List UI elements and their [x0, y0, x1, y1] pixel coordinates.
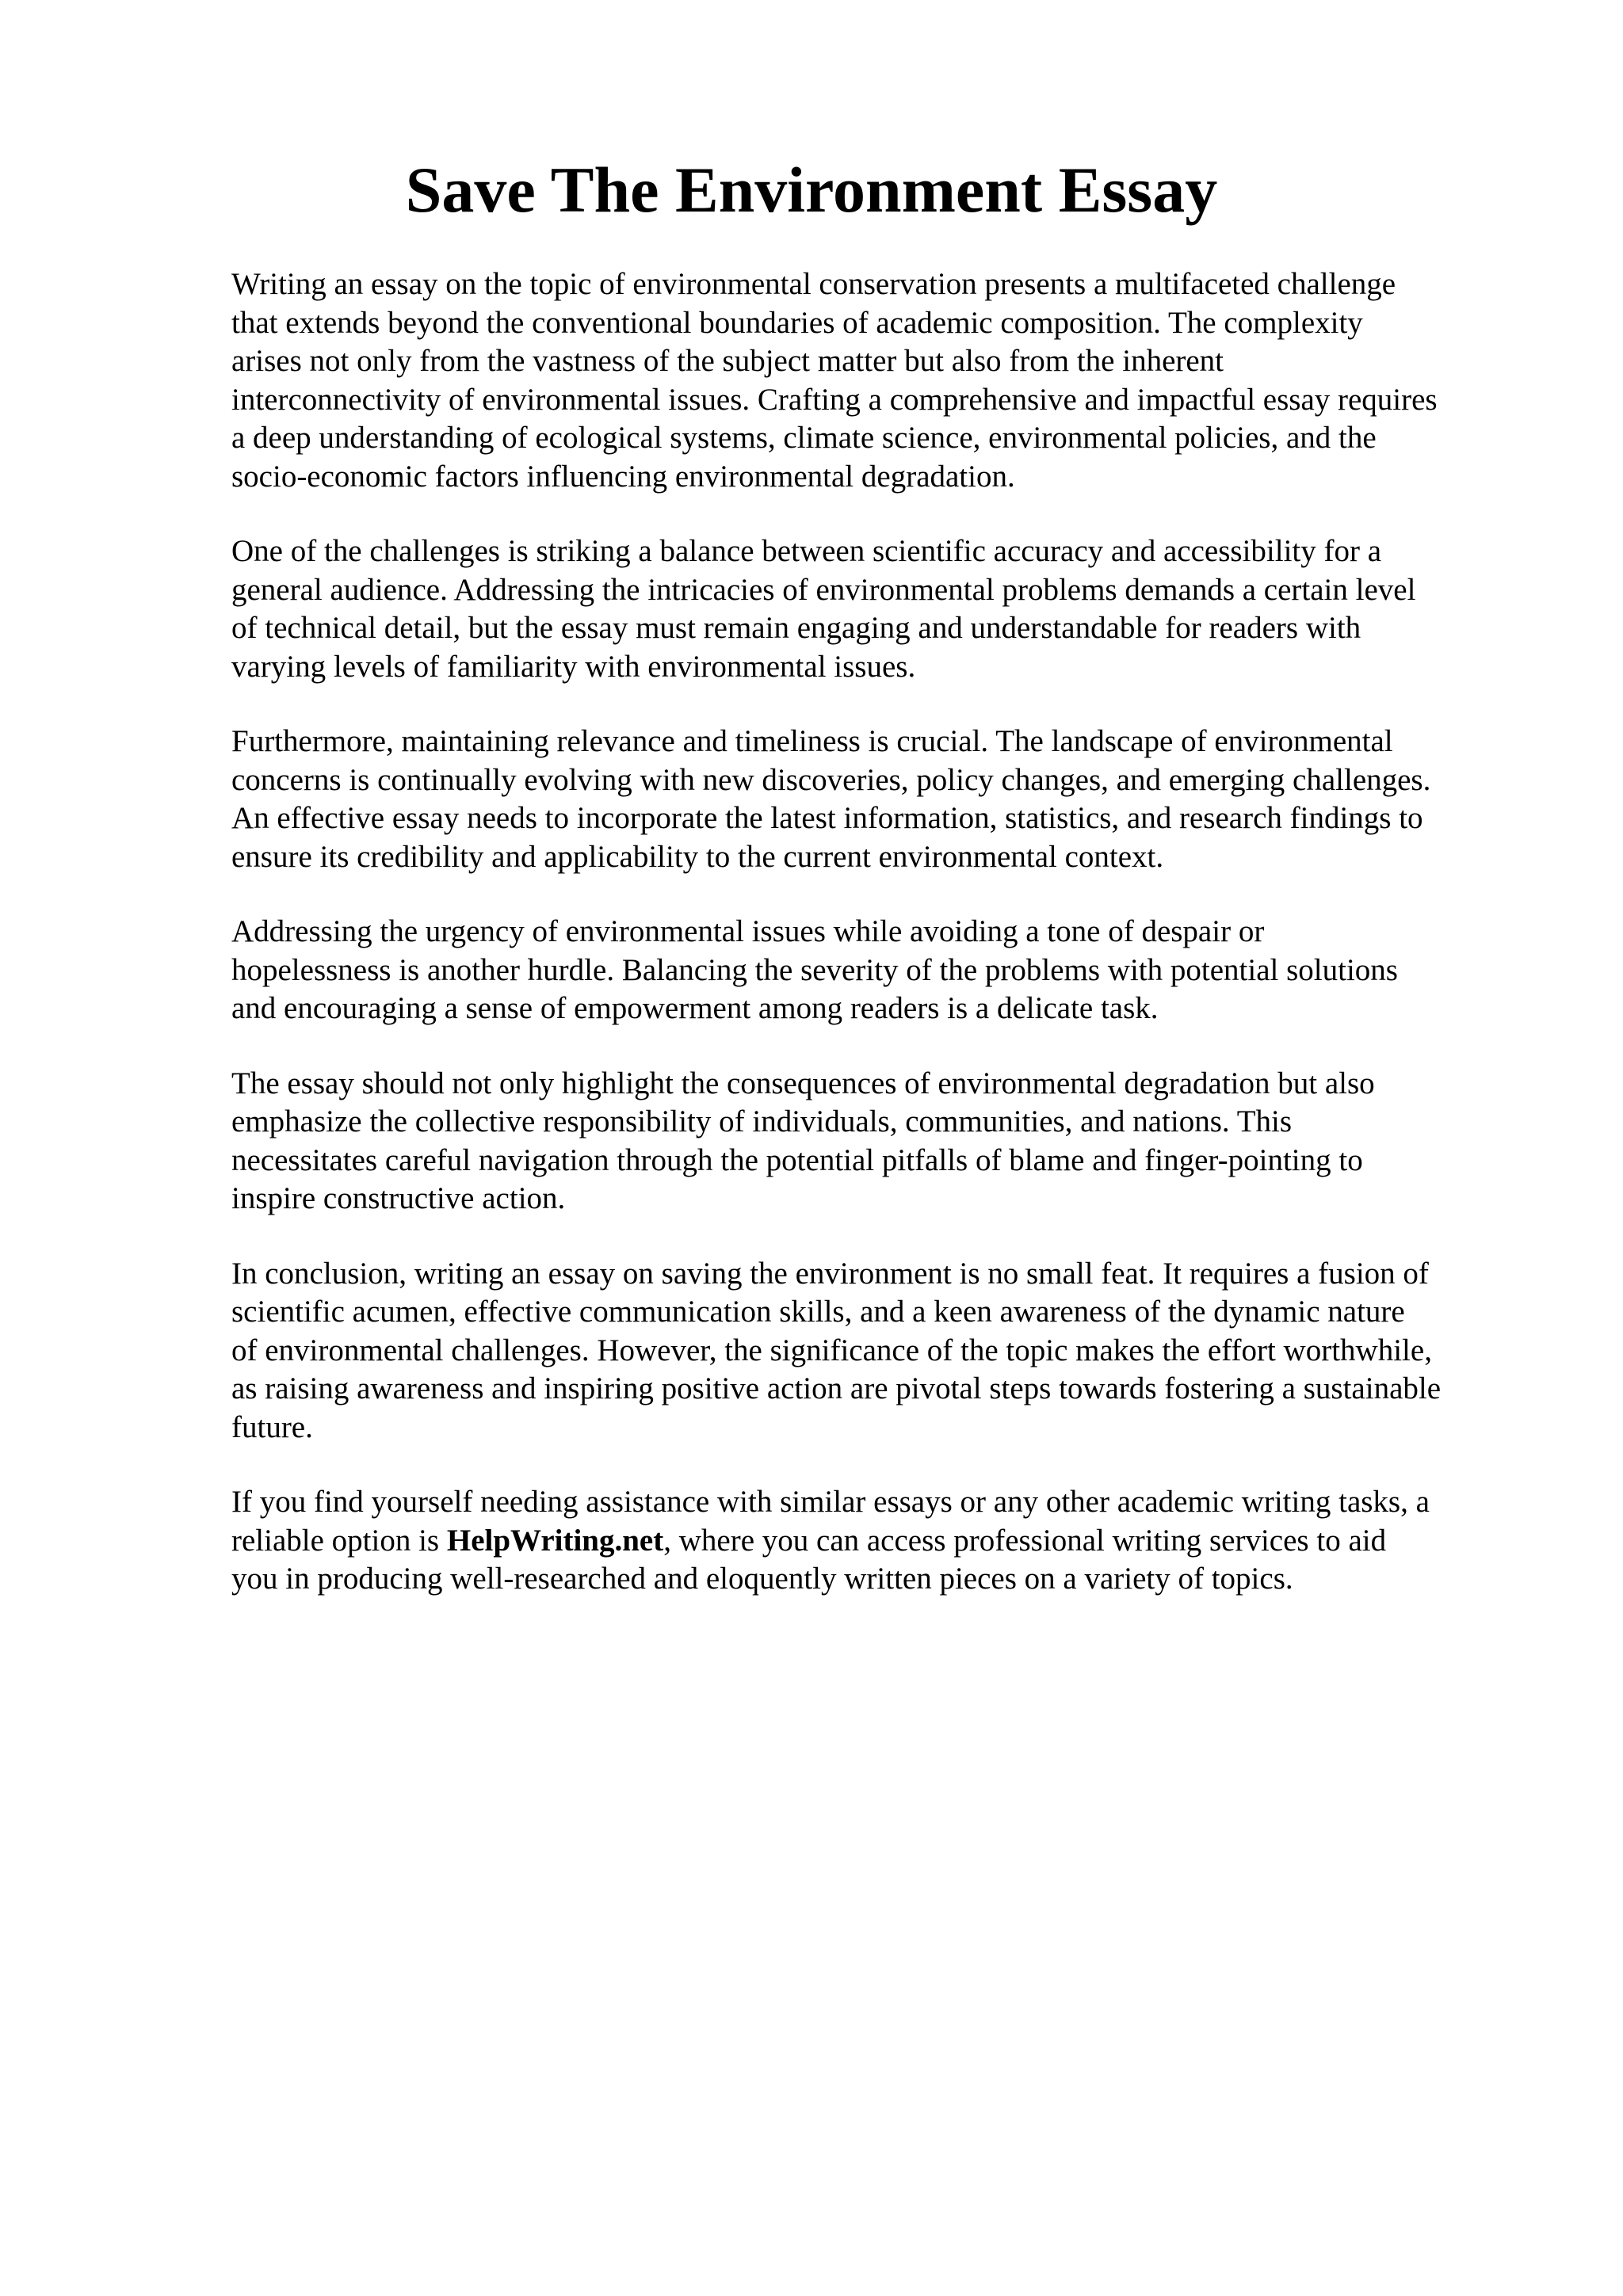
text-line: The essay should not only highlight the consequences of environmental degradation but also	[231, 1066, 1375, 1100]
text-line: In conclusion, writing an essay on saving the environment is no small feat. It requires a fusion of	[231, 1256, 1429, 1291]
paragraph-4	[231, 913, 1531, 1028]
text-line: of technical detail, but the essay must remain engaging and understandable for readers with	[231, 611, 1361, 645]
text-line: you in producing well-researched and eloquently written pieces on a variety of topics.	[231, 1562, 1293, 1596]
paragraph-5	[231, 1065, 1531, 1219]
text-line: interconnectivity of environmental issues. Crafting a comprehensive and impactful essay requires	[231, 382, 1438, 417]
paragraph-3	[231, 723, 1531, 876]
text-line: socio-economic factors influencing environmental degradation.	[231, 459, 1015, 494]
text-line: that extends beyond the conventional boundaries of academic composition. The complexity	[231, 305, 1363, 340]
text-line: arises not only from the vastness of the subject matter but also from the inherent	[231, 344, 1224, 378]
text-line: varying levels of familiarity with environmental issues.	[231, 649, 916, 684]
essay-body	[231, 265, 1531, 1635]
text-line: concerns is continually evolving with new discoveries, policy changes, and emerging challenges.	[231, 762, 1431, 797]
text-line: future.	[231, 1409, 313, 1444]
document-title: Save The Environment Essay	[405, 154, 1218, 226]
text-line: Furthermore, maintaining relevance and timeliness is crucial. The landscape of environmental	[231, 724, 1393, 758]
text-line: scientific acumen, effective communication skills, and a keen awareness of the dynamic nature	[231, 1295, 1405, 1329]
text-line: ensure its credibility and applicability to the current environmental context.	[231, 839, 1164, 874]
text-line: general audience. Addressing the intricacies of environmental problems demands a certain level	[231, 572, 1416, 607]
text-line: An effective essay needs to incorporate the latest information, statistics, and research findings to	[231, 801, 1423, 835]
text-segment: , where you can access professional writing services to aid	[663, 1523, 1387, 1558]
paragraph-6	[231, 1255, 1531, 1447]
text-line: necessitates careful navigation through the potential pitfalls of blame and finger-pointing to	[231, 1142, 1363, 1177]
text-line: Addressing the urgency of environmental issues while avoiding a tone of despair or	[231, 914, 1265, 948]
text-line: of environmental challenges. However, the significance of the topic makes the effort worthwhile,	[231, 1333, 1432, 1367]
paragraph-2	[231, 532, 1531, 686]
text-line: If you find yourself needing assistance with similar essays or any other academic writing tasks, a	[231, 1485, 1430, 1519]
closing-paragraph	[231, 1483, 1531, 1599]
text-line: as raising awareness and inspiring positive action are pivotal steps towards fostering a sustainable	[231, 1371, 1442, 1405]
text-line: emphasize the collective responsibility of individuals, communities, and nations. This	[231, 1104, 1293, 1138]
helpwriting-brand-link[interactable]: HelpWriting.net	[446, 1523, 664, 1558]
text-line: hopelessness is another hurdle. Balancing the severity of the problems with potential solutions	[231, 952, 1398, 987]
text-segment: reliable option is	[231, 1523, 447, 1558]
text-line-with-link	[231, 1522, 1531, 1561]
text-line: a deep understanding of ecological systems, climate science, environmental policies, and the	[231, 421, 1377, 455]
text-line: One of the challenges is striking a balance between scientific accuracy and accessibility for a	[231, 534, 1382, 568]
text-line: and encouraging a sense of empowerment among readers is a delicate task.	[231, 991, 1159, 1025]
paragraph-1	[231, 265, 1531, 496]
text-line: Writing an essay on the topic of environmental conservation presents a multifaceted challenge	[231, 267, 1396, 301]
text-line: inspire constructive action.	[231, 1181, 566, 1215]
